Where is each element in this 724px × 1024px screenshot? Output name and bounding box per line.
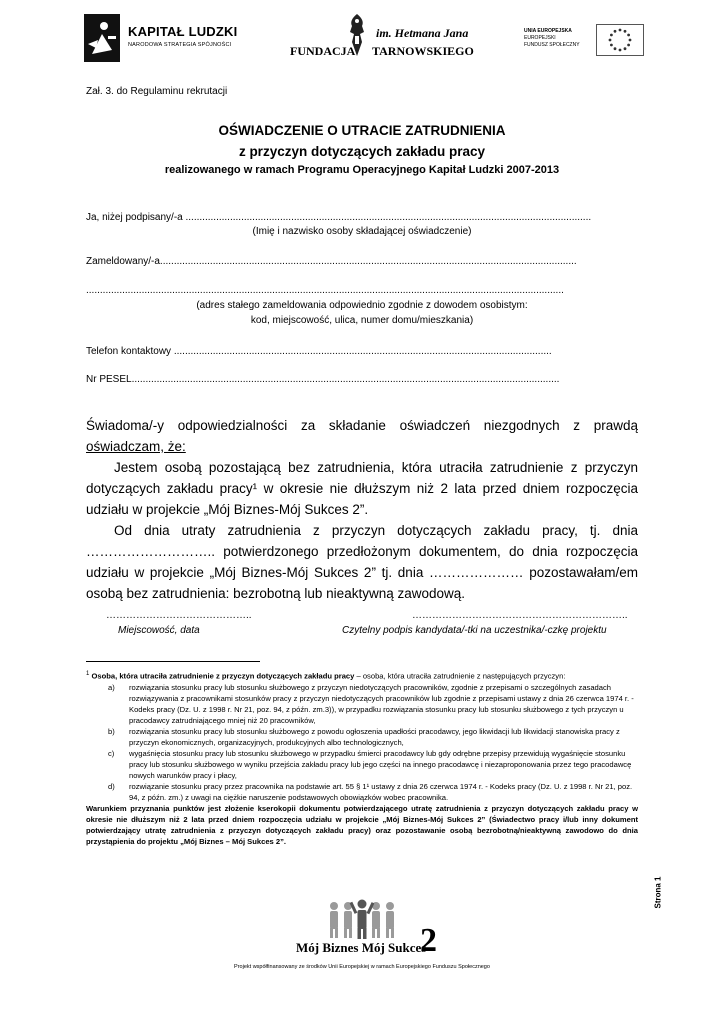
footnote-item-text: rozwiązania stosunku pracy lub stosunku służbowego z przyczyn niedotyczących pracowników, zgodnie z przepisami o szczególnych zasadach rozwiązywania z pracownikami stosunków pracy z przyczyn niedotyczących pracowników lub zgodnie z przepisami ustawy z dnia 26 czerwca 1974 r. - Kodeks pracy (Dz. U. z 1998 r. Nr 21, poz. 94, z późn. zm.3)), w przypadku rozwiązania stosunku pracy lub stosunku służbowego z tych przyczyn u pracodawcy zatrudniającego mniej niż 20 pracowników, <box>129 682 634 725</box>
eu-logo <box>524 24 640 58</box>
statement-intro: Świadoma/-y odpowiedzialności za składanie oświadczeń niezgodnych z prawdą <box>86 418 638 433</box>
footnote-item <box>86 682 638 726</box>
fundacja-name: TARNOWSKIEGO <box>372 44 474 58</box>
footnote-item <box>86 748 638 781</box>
eu-line1: UNIA EUROPEJSKA <box>524 28 572 34</box>
signature-label: Czytelny podpis kandydata/-tki na uczestnika/-czkę projektu <box>342 625 607 636</box>
footnote-item-text: rozwiązanie stosunku pracy przez pracownika na podstawie art. 55 § 1¹ ustawy z dnia 26 czerwca 1974 r. - Kodeks pracy (Dz. U. z 1998 r. Nr 21, poz. 94, z późn. zm.) z uwagi na ciężkie naruszenie podstawowych obowiązków wobec pracownika. <box>129 781 633 802</box>
fundacja-patron: im. Hetmana Jana <box>376 26 469 40</box>
footnote-lead <box>86 669 638 682</box>
statement-paragraph-1: Jestem osobą pozostającą bez zatrudnienia, która utraciła zatrudnienie z przyczyn dotyczących zakładu pracy¹ w okresie nie dłuższym niż 2 lata przed dniem rozpoczęcia udziału w projekcie „Mój Biznes-Mój Sukces 2”. <box>86 460 638 517</box>
name-caption: (Imię i nazwisko osoby składającej oświadczenie) <box>252 226 472 237</box>
annex-label: Zał. 3. do Regulaminu rekrutacji <box>86 86 228 97</box>
footnote-item-label: b) <box>108 726 115 736</box>
cofinance-note: Projekt współfinansowany ze środków Unii Europejskiej w ramach Europejskiego Funduszu Społecznego <box>234 964 490 970</box>
address-field-continued[interactable]: ............................................................................................................................................................................ <box>86 285 564 296</box>
footnote-item-label: a) <box>108 682 115 692</box>
kapital-ludzki-subtitle: NARODOWA STRATEGIA SPÓJNOŚCI <box>128 42 232 48</box>
eu-line2: EUROPEJSKI <box>524 35 556 41</box>
people-group-icon <box>326 898 400 940</box>
kapital-ludzki-emblem-icon <box>84 14 120 62</box>
footnote-divider <box>86 661 260 662</box>
statement-body <box>86 415 638 604</box>
page-number-text: Strona 1 <box>653 876 663 909</box>
project-logo <box>230 894 494 982</box>
statement-declare: oświadczam, że: <box>86 439 186 454</box>
phone-field[interactable]: Telefon kontaktowy ........................................................................................................................................ <box>86 346 552 357</box>
footnote-item-text: rozwiązania stosunku pracy lub stosunku służbowego z powodu ogłoszenia upadłości pracodawcy, jego likwidacji lub likwidacji stanowiska pracy z przyczyn ekonomicznych, organizacyjnych, produkcyjnych albo technologicznych, <box>129 726 620 747</box>
fundacja-logo <box>284 12 484 62</box>
statement-paragraph-2: Od dnia utraty zatrudnienia z przyczyn dotyczących zakładu pracy, tj. dnia ……………………….. potwierdzonego przedłożonym dokumentem, do dnia rozpoczęcia udziału w projekcie „Mój Biznes-Mój Sukces 2” tj. dnia ………………… pozostawałam/em osobą bez zatrudnienia: bezrobotną lub nieaktywną zawodową. <box>86 523 638 601</box>
project-title: Mój Biznes Mój Sukces <box>296 940 427 955</box>
footnote-lead-rest: – osoba, która utraciła zatrudnienie z następujących przyczyn: <box>354 671 566 681</box>
name-field[interactable]: Ja, niżej podpisany/-a .................................................................................................................................................. <box>86 212 592 223</box>
footnote-warning: Warunkiem przyznania punktów jest złożenie kserokopii dokumentu potwierdzającego utratę zatrudnienia z przyczyn dotyczących zakładu pracy w okresie nie dłuższym niż 2 lata przed dniem rozpoczęcia udziału w projekcie „Mój Biznes-Mój Sukces 2” (Świadectwo pracy i/lub inny dokument potwierdzający utratę zatrudnienia z przyczyn dotyczących zakładu pracy) oraz pozostawanie osobą bezrobotną/nieaktywną zawodowo do dnia przystąpienia do projektu „Mój Biznes – Mój Sukces 2”. <box>86 803 638 846</box>
document-title: OŚWIADCZENIE O UTRACIE ZATRUDNIENIA <box>218 123 506 138</box>
pesel-field[interactable]: Nr PESEL.......................................................................................................................................................... <box>86 374 560 385</box>
kapital-ludzki-title: KAPITAŁ LUDZKI <box>128 24 238 39</box>
kapital-ludzki-logo <box>84 14 254 64</box>
eu-text <box>524 28 594 49</box>
document-subtitle: z przyczyn dotyczących zakładu pracy <box>238 144 486 159</box>
footnote-item-label: d) <box>108 781 115 791</box>
footnote-lead-bold: Osoba, która utraciła zatrudnienie z przyczyn dotyczących zakładu pracy <box>91 671 355 681</box>
footnote-item-text: wygaśnięcia stosunku pracy lub stosunku służbowego w przypadku śmierci pracodawcy lub gdy odrębne przepisy przewidują wygaśnięcie stosunku pracy lub stosunku służbowego w wyniku przejścia zakładu pracy lub jego części na innego pracodawcę i niezaproponowania przez tego pracodawcę nowych warunków pracy i płacy, <box>129 748 632 780</box>
project-number: 2 <box>420 922 437 959</box>
footnote-item <box>86 781 638 803</box>
address-caption-1: (adres stałego zameldowania odpowiednio zgodnie z dowodem osobistym: <box>196 300 528 311</box>
program-line: realizowanego w ramach Programu Operacyjnego Kapitał Ludzki 2007-2013 <box>164 164 560 176</box>
footnote-item <box>86 726 638 748</box>
place-date-field[interactable]: …………………………………….. <box>106 610 252 621</box>
eu-flag-icon <box>596 24 644 56</box>
signature-field[interactable]: ……………………………………………………….. <box>412 610 628 621</box>
address-caption-2: kod, miejscowość, ulica, numer domu/mieszkania) <box>250 315 474 326</box>
address-field[interactable]: Zameldowany/-a...................................................................................................................................................... <box>86 256 577 267</box>
eu-line3: FUNDUSZ SPOŁECZNY <box>524 42 580 48</box>
footnote-marker: 1 <box>86 671 90 677</box>
fundacja-word: FUNDACJA <box>290 44 356 58</box>
place-date-label: Miejscowość, data <box>118 625 200 636</box>
footnote-item-label: c) <box>108 748 115 758</box>
page-number <box>652 866 666 910</box>
footnote <box>86 669 638 847</box>
